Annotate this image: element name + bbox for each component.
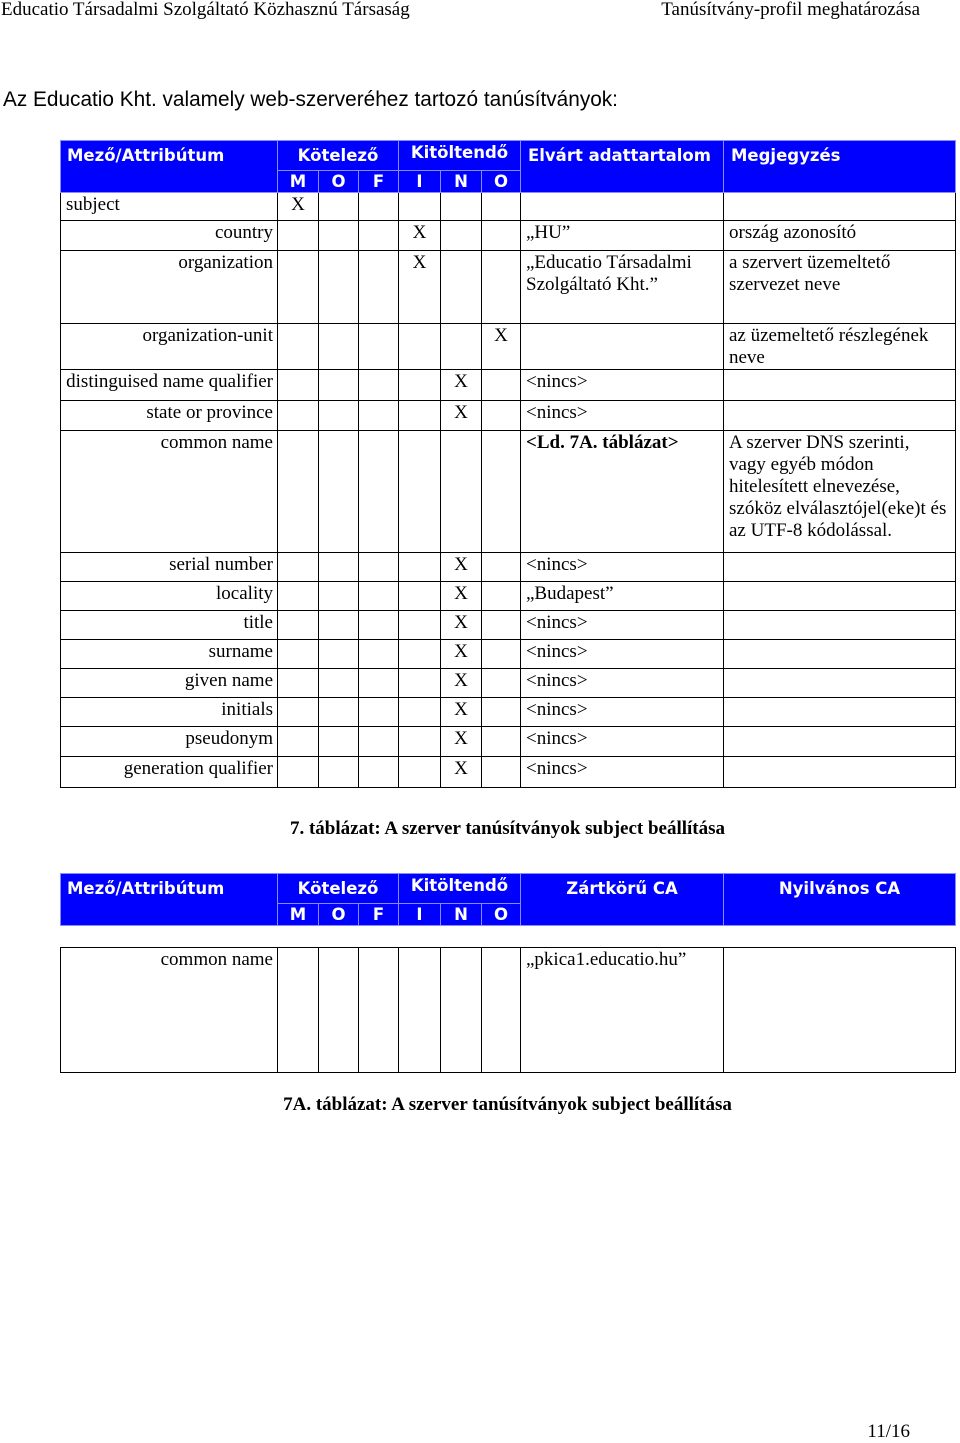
expected-content [521,193,724,221]
flag-cell-n: X [441,582,482,611]
flag-cell-m [278,582,319,611]
note-cell [724,757,956,788]
flag-cell-i [399,582,441,611]
flag-cell-n: X [441,401,482,431]
field-name: subject [61,193,278,221]
flag-cell-o [319,324,359,370]
field-name: country [61,221,278,251]
flag-cell-o [319,757,359,788]
note-cell [724,553,956,582]
flag-cell-m [278,370,319,401]
flag-i: I [399,171,441,193]
page-number: 11/16 [867,1421,910,1442]
flag-cell-o [319,948,359,1073]
header-public-ca: Nyilvános CA [724,874,956,926]
header-mandatory: Kötelező [278,141,399,171]
flag-cell-i [399,727,441,757]
table-row [61,698,956,727]
header-note: Megjegyzés [724,141,956,193]
header-field: Mező/Attribútum [61,141,278,193]
flag-o2: O [482,171,521,193]
flag-cell-i [399,640,441,669]
flag-cell-i [399,698,441,727]
flag-cell-m [278,611,319,640]
flag-cell-o2 [482,640,521,669]
note-cell [724,582,956,611]
flag-cell-n [441,431,482,553]
table-caption-7a: 7A. táblázat: A szerver tanúsítványok subject beállítása [283,1094,732,1115]
flag-cell-o2 [482,727,521,757]
table-header-row [61,874,956,904]
flag-m: M [278,171,319,193]
flag-cell-m [278,401,319,431]
expected-content: <nincs> [521,553,724,582]
subject-settings-table [60,140,956,788]
flag-cell-m [278,698,319,727]
flag-cell-f [359,640,399,669]
flag-cell-i [399,431,441,553]
flag-cell-o2 [482,401,521,431]
header-to-fill: Kitöltendő [399,141,521,171]
flag-cell-n [441,948,482,1073]
table-row [61,582,956,611]
flag-cell-o2 [482,669,521,698]
flag-cell-f [359,431,399,553]
note-cell [724,251,956,324]
flag-cell-i: X [399,251,441,324]
flag-cell-o [319,727,359,757]
note-cell [724,324,956,370]
flag-cell-n: X [441,757,482,788]
expected-content: <nincs> [521,611,724,640]
field-name: organization-unit [61,324,278,370]
flag-cell-o [319,698,359,727]
field-name: locality [61,582,278,611]
expected-content: <nincs> [521,698,724,727]
note-cell [724,401,956,431]
flag-cell-o2 [482,553,521,582]
private-ca-value: „pkica1.educatio.hu” [521,948,724,1073]
flag-cell-f [359,698,399,727]
table-row [61,640,956,669]
flag-cell-o2 [482,431,521,553]
flag-o: O [319,171,359,193]
expected-content-reference: <Ld. 7A. táblázat> [521,431,724,553]
flag-cell-n [441,251,482,324]
flag-cell-f [359,727,399,757]
flag-cell-i [399,324,441,370]
flag-cell-o [319,370,359,401]
flag-o: O [319,904,359,926]
flag-cell-o [319,431,359,553]
flag-n: N [441,904,482,926]
table-row [61,431,956,553]
flag-cell-o [319,582,359,611]
note-text: az üzemeltető részlegének neve [729,325,929,368]
flag-cell-o2 [482,221,521,251]
flag-cell-o2 [482,582,521,611]
expected-content: „Educatio Társadalmi Szolgáltató Kht.” [521,251,724,324]
note-cell [724,640,956,669]
common-name-table-body [60,947,956,1073]
flag-cell-o2 [482,370,521,401]
flag-cell-m [278,553,319,582]
field-name: given name [61,669,278,698]
expected-content: <nincs> [521,669,724,698]
header-expected: Elvárt adattartalom [521,141,724,193]
flag-cell-n: X [441,727,482,757]
field-name: generation qualifier [61,757,278,788]
page-header-title: Tanúsítvány-profil meghatározása [661,0,920,20]
expected-content: <nincs> [521,640,724,669]
flag-o2: O [482,904,521,926]
flag-cell-o [319,193,359,221]
flag-cell-f [359,193,399,221]
expected-content: <nincs> [521,401,724,431]
page-header-organization: Educatio Társadalmi Szolgáltató Közhasznú Társaság [1,0,410,20]
table-row [61,401,956,431]
flag-cell-i: X [399,221,441,251]
flag-cell-f [359,221,399,251]
table-row [61,251,956,324]
flag-cell-m [278,757,319,788]
flag-n: N [441,171,482,193]
field-name: surname [61,640,278,669]
table-header-row [61,141,956,171]
flag-cell-m [278,669,319,698]
flag-cell-o [319,640,359,669]
table-row [61,370,956,401]
expected-content: <nincs> [521,370,724,401]
flag-cell-o [319,251,359,324]
flag-cell-i [399,193,441,221]
flag-cell-f [359,611,399,640]
header-private-ca: Zártkörű CA [521,874,724,926]
flag-cell-o [319,611,359,640]
field-name: common name [61,431,278,553]
flag-cell-m [278,640,319,669]
flag-cell-o2 [482,698,521,727]
flag-cell-i [399,401,441,431]
expected-content: „Budapest” [521,582,724,611]
note-cell [724,727,956,757]
flag-cell-m [278,948,319,1073]
flag-cell-n [441,324,482,370]
flag-cell-n [441,221,482,251]
table-row [61,669,956,698]
flag-cell-m [278,251,319,324]
expected-content: <nincs> [521,757,724,788]
note-cell [724,611,956,640]
table-row [61,727,956,757]
flag-cell-f [359,401,399,431]
note-cell [724,221,956,251]
note-cell [724,669,956,698]
table-row [61,948,956,1073]
flag-cell-o2 [482,757,521,788]
flag-cell-n: X [441,370,482,401]
flag-cell-f [359,757,399,788]
flag-cell-i [399,757,441,788]
note-cell [724,698,956,727]
flag-cell-o [319,401,359,431]
flag-cell-f [359,669,399,698]
flag-cell-o2 [482,193,521,221]
field-name: pseudonym [61,727,278,757]
flag-cell-o [319,553,359,582]
table-row [61,553,956,582]
flag-cell-o [319,221,359,251]
flag-cell-m [278,727,319,757]
expected-content [521,324,724,370]
table-row [61,611,956,640]
table-row [61,324,956,370]
note-text: a szervert üzemeltető szervezet neve [729,252,891,295]
table-row [61,193,956,221]
field-name: title [61,611,278,640]
flag-f: F [359,171,399,193]
flag-cell-n [441,193,482,221]
flag-cell-i [399,948,441,1073]
flag-cell-n: X [441,698,482,727]
header-mandatory: Kötelező [278,874,399,904]
header-field: Mező/Attribútum [61,874,278,926]
flag-cell-m [278,324,319,370]
field-name: organization [61,251,278,324]
flag-cell-f [359,948,399,1073]
flag-cell-f [359,251,399,324]
flag-cell-f [359,582,399,611]
expected-content: <nincs> [521,727,724,757]
flag-cell-i [399,611,441,640]
note-cell [724,193,956,221]
flag-cell-m [278,221,319,251]
note-cell [724,431,956,553]
header-to-fill: Kitöltendő [399,874,521,904]
field-name: serial number [61,553,278,582]
flag-i: I [399,904,441,926]
flag-cell-n: X [441,611,482,640]
flag-f: F [359,904,399,926]
field-name: distinguised name qualifier [61,370,278,401]
flag-cell-o [319,669,359,698]
flag-cell-n: X [441,640,482,669]
flag-cell-i [399,370,441,401]
public-ca-value [724,948,956,1073]
flag-cell-n: X [441,669,482,698]
table-row [61,757,956,788]
flag-cell-n: X [441,553,482,582]
flag-cell-i [399,669,441,698]
flag-cell-o2 [482,611,521,640]
flag-cell-f [359,553,399,582]
field-name: common name [61,948,278,1073]
flag-cell-f [359,370,399,401]
common-name-table-header [60,873,956,926]
flag-cell-i [399,553,441,582]
flag-cell-o2 [482,251,521,324]
flag-cell-o2: X [482,324,521,370]
field-name: initials [61,698,278,727]
field-name: state or province [61,401,278,431]
flag-cell-m: X [278,193,319,221]
note-text: ország azonosító [729,222,857,243]
table-caption-7: 7. táblázat: A szerver tanúsítványok subject beállítása [289,818,726,839]
flag-cell-m [278,431,319,553]
table-row [61,221,956,251]
note-text: A szerver DNS szerinti, vagy egyéb módon hitelesített elnevezése, szóköz elválasztójel(eke)t és az UTF-8 kódolással. [729,432,947,541]
note-cell [724,370,956,401]
flag-cell-f [359,324,399,370]
flag-cell-o2 [482,948,521,1073]
intro-text: Az Educatio Kht. valamely web-szerveréhez tartozó tanúsítványok: [3,88,618,111]
expected-content: „HU” [521,221,724,251]
flag-m: M [278,904,319,926]
